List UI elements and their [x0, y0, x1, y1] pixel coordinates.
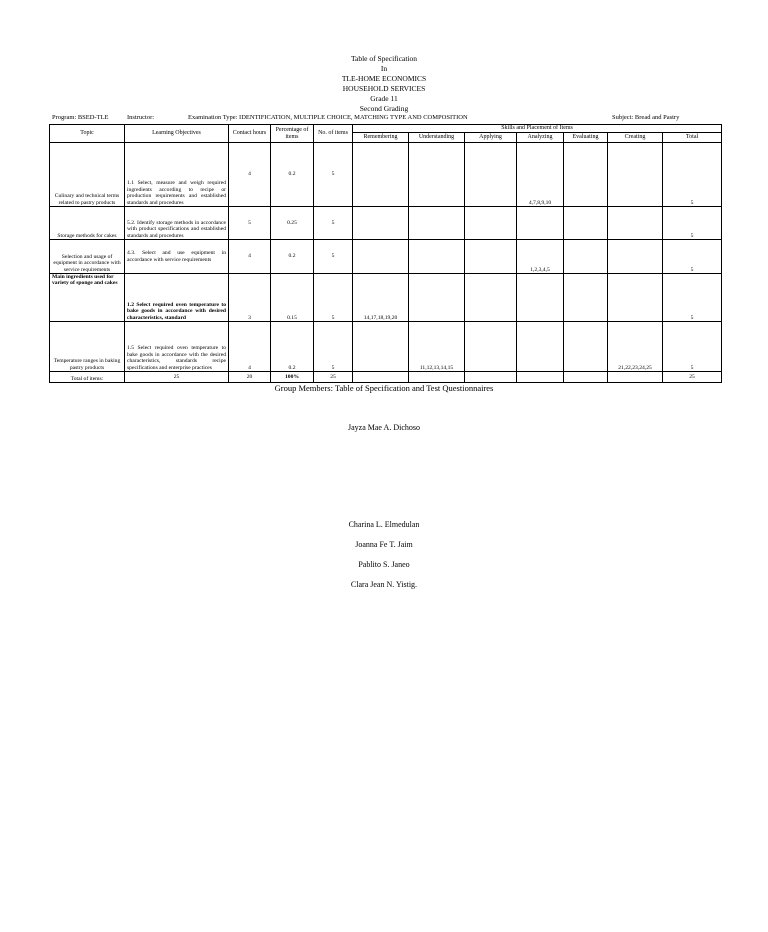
cell-total: 5 [663, 322, 722, 372]
cell-items: 5 [314, 207, 353, 240]
cell-evaluating [564, 322, 608, 372]
cell-creating: 21,22,23,24,25 [608, 322, 663, 372]
table-row [50, 207, 722, 240]
col-percentage: Percentage of items [271, 125, 314, 143]
cell-percentage: 0.2 [271, 322, 314, 372]
totals-items: 25 [314, 372, 353, 383]
header-title: Table of Specification [350, 54, 418, 63]
specification-table [49, 124, 722, 383]
subject-label: Subject: Bread and Pastry [612, 114, 680, 121]
col-analyzing: Analyzing [517, 133, 564, 143]
cell-creating [608, 143, 663, 207]
totals-label: Total of items: [50, 372, 125, 383]
cell-items: 5 [314, 143, 353, 207]
totals-objectives: 25 [125, 372, 229, 383]
cell-remembering [353, 322, 409, 372]
cell-understanding: 11,12,13,14,15 [409, 322, 465, 372]
cell-total: 5 [663, 274, 722, 322]
totals-row [50, 372, 722, 383]
cell-percentage: 0.2 [271, 143, 314, 207]
document-header [0, 54, 768, 114]
cell-hours: 3 [229, 274, 271, 322]
cell-objective: 5.2. Identify storage methods in accordance with product specifications and established standards and procedures [125, 207, 229, 240]
cell-percentage: 0.25 [271, 207, 314, 240]
col-understanding: Understanding [409, 133, 465, 143]
header-subject-area: TLE-HOME ECONOMICS [341, 74, 427, 83]
col-topic: Topic [50, 125, 125, 143]
cell-percentage: 0.15 [271, 274, 314, 322]
cell-analyzing [517, 274, 564, 322]
cell-creating [608, 240, 663, 274]
col-creating: Creating [608, 133, 663, 143]
header-grade: Grade 11 [370, 94, 398, 103]
totals-hours: 20 [229, 372, 271, 383]
cell-total: 5 [663, 143, 722, 207]
header-grading: Second Grading [359, 104, 409, 113]
member-name: Pablito S. Janeo [358, 560, 410, 569]
cell-objective: 1.1 Select, measure and weigh required ingredients according to recipe or production requirements and established standards and procedures [125, 143, 229, 207]
totals-percentage: 100% [271, 372, 314, 383]
header-row-1 [50, 125, 722, 133]
cell-total: 5 [663, 207, 722, 240]
cell-analyzing: 1,2,3,4,5 [517, 240, 564, 274]
col-evaluating: Evaluating [564, 133, 608, 143]
cell-hours: 4 [229, 240, 271, 274]
table-row [50, 143, 722, 207]
exam-type-label: Examination Type: IDENTIFICATION, MULTIPLE CHOICE, MATCHING TYPE AND COMPOSITION [188, 114, 468, 121]
cell-creating [608, 274, 663, 322]
member-name: Charina L. Elmedulan [348, 520, 420, 529]
cell-applying [465, 322, 517, 372]
cell-remembering [353, 207, 409, 240]
totals-empty [564, 372, 608, 383]
group-members-caption: Group Members: Table of Specification and Test Questionnaires [274, 383, 494, 393]
col-contact-hours: Contact hours [229, 125, 271, 143]
totals-empty [409, 372, 465, 383]
member-name: Clara Jean N. Yistig. [350, 580, 418, 589]
cell-topic: Storage methods for cakes [50, 207, 125, 240]
cell-applying [465, 207, 517, 240]
cell-applying [465, 240, 517, 274]
cell-items: 5 [314, 274, 353, 322]
cell-creating [608, 207, 663, 240]
cell-evaluating [564, 143, 608, 207]
cell-percentage: 0.2 [271, 240, 314, 274]
totals-empty [353, 372, 409, 383]
cell-analyzing [517, 322, 564, 372]
cell-evaluating [564, 274, 608, 322]
col-total: Total [663, 133, 722, 143]
cell-hours: 5 [229, 207, 271, 240]
totals-empty [517, 372, 564, 383]
cell-analyzing: 4,7,8,9,10 [517, 143, 564, 207]
col-remembering: Remembering [353, 133, 409, 143]
cell-evaluating [564, 240, 608, 274]
cell-topic: Selection and usage of equipment in accordance with service requirements [50, 240, 125, 274]
cell-remembering [353, 143, 409, 207]
cell-remembering [353, 240, 409, 274]
cell-items: 5 [314, 240, 353, 274]
cell-applying [465, 143, 517, 207]
header-strand: HOUSEHOLD SERVICES [342, 84, 426, 93]
cell-understanding [409, 274, 465, 322]
instructor-label: Instructor: [127, 114, 155, 121]
cell-applying [465, 274, 517, 322]
header-in: In [380, 64, 388, 73]
cell-objective: 1.5 Select required oven temperature to bake goods in accordance with the desired characteristics, standards recipe specifications and enterprise practices [125, 322, 229, 372]
cell-hours: 4 [229, 143, 271, 207]
col-no-items: No. of items [314, 125, 353, 143]
col-skills-group: Skills and Placement of Items [353, 125, 722, 133]
cell-items: 5 [314, 322, 353, 372]
cell-topic: Culinary and technical terms related to pastry products [50, 143, 125, 207]
cell-objective: 4.3. Select and use equipment in accordance with service requirements [125, 240, 229, 274]
cell-understanding [409, 240, 465, 274]
cell-topic: Main ingredients used for variety of sponge and cakes [50, 274, 125, 322]
member-name: Joanna Fe T. Jaim [355, 540, 413, 549]
cell-understanding [409, 207, 465, 240]
cell-objective: 1.2 Select required oven temperature to bake goods in accordance with desired characteristics, standard [125, 274, 229, 322]
meta-row [52, 114, 722, 124]
col-objectives: Learning Objectives [125, 125, 229, 143]
table-row [50, 322, 722, 372]
totals-empty [608, 372, 663, 383]
cell-remembering: 14,17,18,19,20 [353, 274, 409, 322]
cell-understanding [409, 143, 465, 207]
col-applying: Applying [465, 133, 517, 143]
cell-total: 5 [663, 240, 722, 274]
table-row [50, 274, 722, 322]
cell-topic: Temperature ranges in baking pastry products [50, 322, 125, 372]
table-row [50, 240, 722, 274]
member-name: Jayza Mae A. Dichoso [348, 423, 420, 432]
totals-empty [465, 372, 517, 383]
program-label: Program: BSED-TLE [52, 114, 109, 121]
cell-evaluating [564, 207, 608, 240]
cell-analyzing [517, 207, 564, 240]
totals-total: 25 [663, 372, 722, 383]
cell-hours: 4 [229, 322, 271, 372]
